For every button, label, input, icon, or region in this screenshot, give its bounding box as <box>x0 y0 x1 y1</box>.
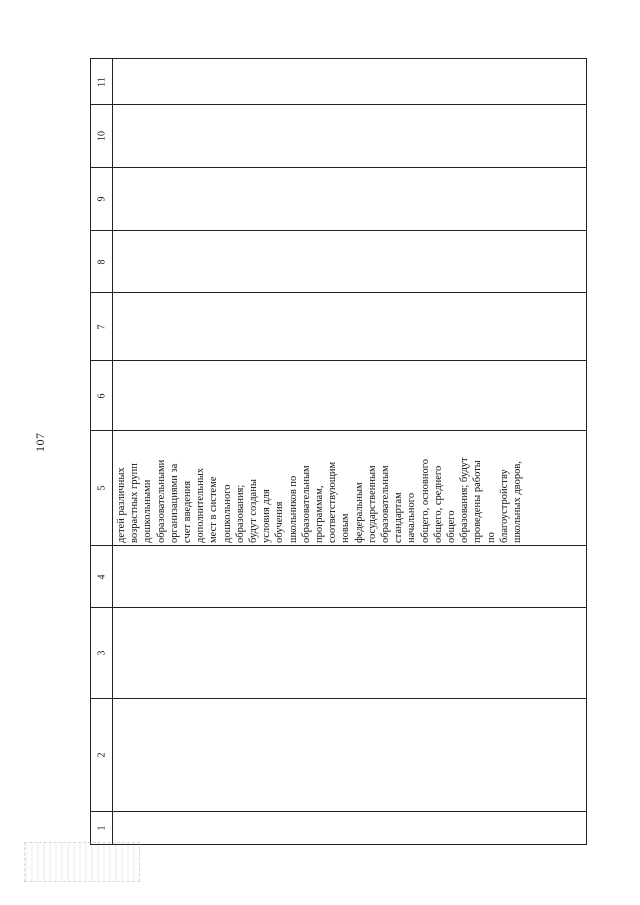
column5-line: общего <box>446 510 458 543</box>
column5-line: образовательным <box>380 465 392 543</box>
table-row <box>91 59 586 105</box>
column-header: 1 <box>91 812 113 844</box>
column5-line: стандартам <box>393 492 405 543</box>
column-header: 6 <box>91 361 113 430</box>
column5-line: школьных дворов, <box>512 461 524 543</box>
column5-line: новым <box>340 513 352 543</box>
column-header: 3 <box>91 608 113 698</box>
column5-line: счет введения <box>182 480 194 543</box>
column5-line: благоустройству <box>498 469 510 543</box>
column5-line: проведены работы <box>472 460 484 543</box>
column-header: 8 <box>91 231 113 292</box>
column5-line: образования; будут <box>459 457 471 543</box>
column5-line: организациями за <box>168 463 180 543</box>
table-row <box>91 293 586 361</box>
column5-line: федеральным <box>353 482 365 543</box>
column-header: 9 <box>91 168 113 230</box>
column5-line: мест в системе <box>208 476 220 543</box>
column5-line: соответствующим <box>327 461 339 543</box>
column5-line: образовательным <box>300 465 312 543</box>
table-row <box>91 431 586 546</box>
column-header: 2 <box>91 699 113 811</box>
faint-stamp <box>24 842 140 882</box>
column5-line: общего, среднего <box>432 465 444 543</box>
column5-text <box>115 433 524 543</box>
column5-line: образовательными <box>155 459 167 543</box>
column5-line: образования; <box>234 484 246 543</box>
table-row <box>91 168 586 231</box>
column-header: 10 <box>91 105 113 167</box>
table-row <box>91 608 586 699</box>
table-row <box>91 812 586 844</box>
column5-line: будут созданы <box>248 479 260 543</box>
table-row <box>91 105 586 168</box>
column5-line: начального <box>406 492 418 543</box>
column5-line: обучения <box>274 501 286 543</box>
rotated-table <box>90 58 587 845</box>
column-header: 4 <box>91 546 113 607</box>
column5-line: программам, <box>314 485 326 543</box>
column5-line: дошкольными <box>142 479 154 543</box>
column5-line: детей различных <box>116 467 127 543</box>
column-header: 7 <box>91 293 113 360</box>
column5-line: дополнительных <box>195 467 207 543</box>
column5-line: условия для <box>261 489 273 543</box>
column5-line: дошкольного <box>221 484 233 543</box>
table-row <box>91 699 586 812</box>
table-row <box>91 231 586 293</box>
column5-line: по <box>485 532 497 543</box>
table-row <box>91 546 586 608</box>
column5-line: возрастных групп <box>129 463 141 543</box>
table-row <box>91 361 586 431</box>
page-number: 107 <box>33 432 47 452</box>
column-header: 11 <box>91 59 113 104</box>
column-header: 5 <box>91 431 113 545</box>
column5-line: общего, основного <box>419 458 431 543</box>
column5-line: школьников по <box>287 475 299 543</box>
column5-line: государственным <box>366 465 378 543</box>
